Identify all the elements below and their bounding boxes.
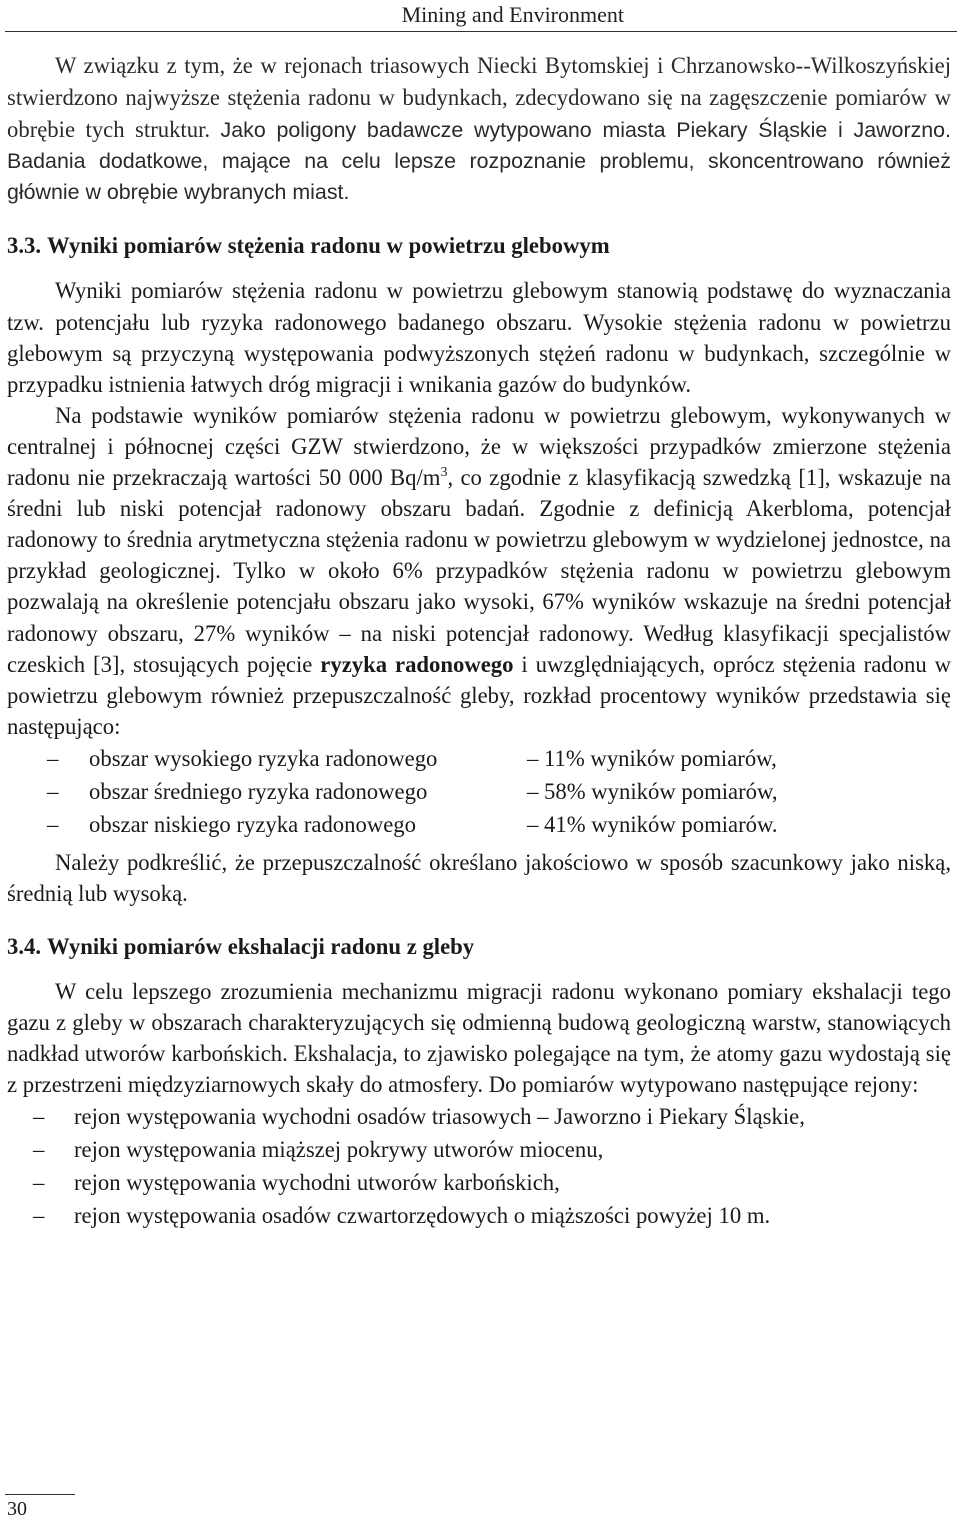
intro-text-sans: Jako poligony badawcze wytypowano miasta Piekary Śląskie i Jaworzno. Badania dodatkowe, mające na celu lepsze rozpoznanie problemu, skoncentrowano również głównie w obrębie wybranych miast. [7,118,952,205]
list-item [7,1199,951,1232]
section-3-3-paragraph-1: Wyniki pomiarów stężenia radonu w powietrzu glebowym stanowią podstawę do wyznaczania tzw. potencjału lub ryzyka radonowego badanego obszaru. Wysokie stężenia radonu w powietrzu glebowym są przyczyną występowania podwyższonych stężeń radonu w budynkach, szczególnie w przypadku istnienia łatwych dróg migracji i wnikania gazów do budynków. [7,278,951,397]
intro-paragraph [7,50,951,208]
dash-bullet: – [47,778,59,804]
list-item [7,1100,951,1133]
p2-superscript: 3 [440,465,448,481]
p2-bold-term: ryzyka radonowego [320,651,514,677]
risk-value: – 58% wyników pomiarów, [527,778,778,804]
section-number: 3.3. [7,233,42,259]
region-text: rejon występowania wychodni utworów karbońskich, [74,1170,560,1196]
dash-bullet: – [33,1104,45,1130]
list-item [7,808,951,841]
header-rule [5,31,957,32]
list-item [7,1166,951,1199]
region-list [7,1100,951,1232]
risk-label: obszar niskiego ryzyka radonowego [89,811,416,837]
section-number: 3.4. [7,934,42,960]
dash-bullet: – [33,1203,45,1229]
section-heading-3-4 [7,931,951,962]
section-title: Wyniki pomiarów ekshalacji radonu z gleby [47,934,475,960]
dash-bullet: – [47,811,59,837]
list-item [7,1133,951,1166]
dash-bullet: – [33,1137,45,1163]
section-heading-3-3 [7,230,951,261]
p2-text-b: , co zgodnie z klasyfikacją szwedzką [1], wskazuje na średni lub niski potencjał radonowy obszaru badań. Zgodnie z definicją Akerbloma, potencjał radonowy to średnia arytmetyczna stężenia radonu w powietrzu glebowym w wydzielonej jednostce, na przykład geologicznej. Tylko w około 6% przypadków stężenia radonu w powietrzu glebowym pozwalają na określenie potencjału obszaru jako wysoki, 67% wyników wskazuje na średni potencjał radonowy obszaru, 27% wyników – na niski potencjał radonowy. Według klasyfikacji specjalistów czeskich [3], stosujących pojęcie [7,465,952,677]
dash-bullet: – [47,745,59,771]
page-content [7,50,951,1232]
section-3-3-paragraph-2 [7,400,951,742]
region-text: rejon występowania osadów czwartorzędowych o miąższości powyżej 10 m. [74,1203,771,1229]
section-3-4-paragraph-1: W celu lepszego zrozumienia mechanizmu migracji radonu wykonano pomiary ekshalacji tego gazu z gleby w obszarach charakteryzujących się odmienną budową geologiczną warstw, stanowiących nadkład utworów karbońskich. Ekshalacja, to zjawisko polegające na tym, że atomy gazu wydostają się z przestrzeni międzyziarnowych skały do atmosfery. Do pomiarów wytypowano następujące rejony: [7,979,951,1098]
page-number: 30 [7,1498,27,1520]
list-item [7,742,951,775]
page-header [0,0,960,32]
list-item [7,775,951,808]
risk-value: – 11% wyników pomiarów, [527,745,777,771]
intro-text-serif: W związku z tym, że w rejonach triasowych Niecki Bytomskiej i Chrzanowsko--Wilkoszyńskiej stwierdzono najwyższe stężenia radonu w budynkach, zdecydowano się na zagęszczenie pomiarów w obrębie tych struktur. [7,53,951,143]
footer-rule [5,1494,75,1495]
section-title: Wyniki pomiarów stężenia radonu w powietrzu glebowym [47,233,610,259]
risk-list [7,742,951,841]
risk-label: obszar średniego ryzyka radonowego [89,778,428,804]
section-3-3-paragraph-3: Należy podkreślić, że przepuszczalność określano jakościowo w sposób szacunkowy jako niską, średnią lub wysoką. [7,849,951,906]
running-head: Mining and Environment [401,2,624,27]
p2-text-c: i uwzględniających, oprócz stężenia radonu w powietrzu glebowym również przepuszczalność gleby, rozkład procentowy wyników przedstawia się następująco: [7,651,951,739]
p2-text-a: Na podstawie wyników pomiarów stężenia radonu w powietrzu glebowym, wykonywanych w centralnej i północnej części GZW stwierdzono, że w większości przypadków zmierzone stężenia radonu nie przekraczają wartości 50 000 Bq/m [7,402,951,491]
risk-label: obszar wysokiego ryzyka radonowego [89,745,438,771]
risk-value: – 41% wyników pomiarów. [527,811,778,837]
dash-bullet: – [33,1170,45,1196]
region-text: rejon występowania wychodni osadów triasowych – Jaworzno i Piekary Śląskie, [74,1104,805,1130]
region-text: rejon występowania miąższej pokrywy utworów miocenu, [74,1137,604,1163]
